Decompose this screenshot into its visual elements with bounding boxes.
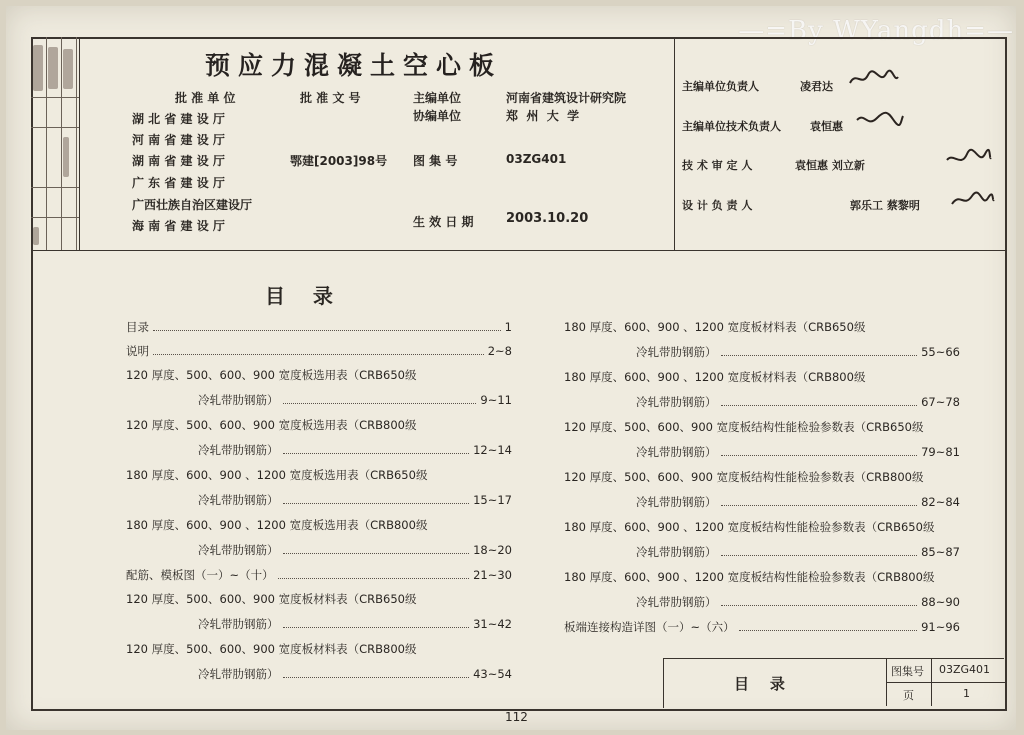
toc-entry-subtitle: 冷轧带肋钢筋）: [636, 595, 717, 609]
binding-divider: [31, 127, 79, 128]
approval-unit: 海 南 省 建 设 厅: [132, 219, 225, 233]
page-number: 112: [505, 710, 528, 724]
atlas-value: 03ZG401: [939, 663, 991, 676]
toc-entry-title: 板端连接构造详图（一）~（六）: [564, 620, 735, 634]
toc-entry[interactable]: [198, 616, 512, 632]
toc-entry-subtitle: 冷轧带肋钢筋）: [198, 543, 279, 557]
toc-entry[interactable]: [198, 492, 512, 508]
toc-entry-subtitle: 冷轧带肋钢筋）: [636, 395, 717, 409]
toc-leader: [721, 505, 918, 506]
co-unit: 郑 州 大 学: [506, 109, 580, 123]
page-value: 1: [963, 687, 970, 700]
chief-unit: 河南省建筑设计研究院: [506, 91, 627, 105]
title-block-grid: [886, 659, 1005, 706]
signature-label: 主编单位负责人: [682, 80, 759, 93]
toc-leader: [283, 503, 470, 504]
toc-entry[interactable]: [126, 567, 512, 583]
toc-leader: [721, 555, 918, 556]
watermark: —=By WYangdh=—: [738, 16, 1014, 46]
title-block-divider: [887, 682, 1005, 683]
signature-name: 袁恒惠: [810, 120, 843, 133]
toc-page-range: 91~96: [921, 620, 960, 634]
toc-leader: [283, 403, 477, 404]
toc-entry-title: 180 厚度、600、900 、1200 宽度板材料表（CRB650级: [564, 320, 866, 334]
toc-entry[interactable]: [126, 343, 512, 359]
toc-entry-title: 120 厚度、500、600、900 宽度板材料表（CRB650级: [126, 592, 417, 606]
co-unit-label: 协编单位: [413, 109, 462, 123]
toc-entry-subtitle: 冷轧带肋钢筋）: [198, 393, 279, 407]
toc-leader: [721, 605, 918, 606]
toc-page-range: 31~42: [473, 617, 512, 631]
toc-leader: [283, 453, 470, 454]
toc-leader: [721, 405, 918, 406]
toc-entry-title: 120 厚度、500、600、900 宽度板选用表（CRB650级: [126, 368, 417, 382]
toc-page-range: 82~84: [921, 495, 960, 509]
stamp-mark: [63, 137, 69, 177]
page-label: 页: [903, 689, 914, 702]
title-block-divider: [931, 659, 932, 706]
binding-strip: [31, 37, 80, 251]
toc-page-range: 79~81: [921, 445, 960, 459]
effective-date: 2003.10.20: [506, 211, 589, 226]
approval-unit: 河 南 省 建 设 厅: [132, 133, 225, 147]
toc-entry-title: 180 厚度、600、900 、1200 宽度板结构性能检验参数表（CRB800级: [564, 570, 935, 584]
approval-doc: 鄂建[2003]98号: [290, 154, 388, 168]
toc-leader: [739, 630, 917, 631]
toc-page-range: 88~90: [921, 595, 960, 609]
toc-entry-title: 120 厚度、500、600、900 宽度板选用表（CRB800级: [126, 418, 417, 432]
stamp-mark: [48, 47, 58, 89]
approval-unit: 湖 南 省 建 设 厅: [132, 154, 225, 168]
stamp-mark: [63, 49, 73, 89]
toc-page-range: 67~78: [921, 395, 960, 409]
atlas-no-label: 图 集 号: [413, 154, 458, 168]
toc-leader: [721, 455, 918, 456]
approval-unit: 广西壮族自治区建设厅: [132, 198, 253, 212]
toc-page-range: 55~66: [921, 345, 960, 359]
toc-entry[interactable]: [198, 442, 512, 458]
toc-entry-title: 说明: [126, 344, 149, 358]
title-block: [663, 658, 1004, 708]
toc-leader: [278, 578, 469, 579]
effective-date-label: 生 效 日 期: [413, 215, 474, 229]
toc-entry-title: 配筋、模板图（一）~（十）: [126, 568, 274, 582]
binding-divider: [31, 187, 79, 188]
toc-entry-title: 180 厚度、600、900 、1200 宽度板结构性能检验参数表（CRB650级: [564, 520, 935, 534]
signature-panel: [674, 37, 1006, 251]
toc-entry[interactable]: [636, 444, 960, 460]
toc-leader: [721, 355, 918, 356]
toc-entry-subtitle: 冷轧带肋钢筋）: [636, 345, 717, 359]
signature-name: 凌君达: [800, 80, 833, 93]
toc-page-range: 9~11: [480, 393, 512, 407]
stamp-mark: [33, 227, 39, 245]
binding-divider: [31, 217, 79, 218]
signature-name: 袁恒惠 刘立新: [795, 159, 865, 172]
toc-entry[interactable]: [198, 542, 512, 558]
toc-leader: [283, 677, 470, 678]
toc-entry-subtitle: 冷轧带肋钢筋）: [198, 617, 279, 631]
toc-entry-title: 180 厚度、600、900 、1200 宽度板选用表（CRB650级: [126, 468, 428, 482]
toc-entry-subtitle: 冷轧带肋钢筋）: [636, 545, 717, 559]
approval-doc-label: 批 准 文 号: [300, 91, 361, 105]
signature-label: 主编单位技术负责人: [682, 120, 781, 133]
toc-entry-subtitle: 冷轧带肋钢筋）: [198, 493, 279, 507]
handwritten-signature: [855, 110, 905, 126]
toc-page-range: 15~17: [473, 493, 512, 507]
toc-leader: [153, 354, 484, 355]
toc-entry-subtitle: 冷轧带肋钢筋）: [636, 495, 717, 509]
toc-entry[interactable]: [198, 666, 512, 682]
signature-label: 技 术 审 定 人: [682, 159, 753, 172]
toc-entry[interactable]: [198, 392, 512, 408]
toc-entry[interactable]: [126, 319, 512, 335]
toc-entry-title: 180 厚度、600、900 、1200 宽度板选用表（CRB800级: [126, 518, 428, 532]
toc-entry-title: 目录: [126, 320, 149, 334]
toc-entry-title: 120 厚度、500、600、900 宽度板结构性能检验参数表（CRB650级: [564, 420, 924, 434]
toc-entry[interactable]: [636, 494, 960, 510]
approval-unit: 广 东 省 建 设 厅: [132, 176, 225, 190]
toc-page-range: 43~54: [473, 667, 512, 681]
signature-label: 设 计 负 责 人: [682, 199, 753, 212]
toc-page-range: 1: [504, 320, 512, 334]
toc-entry[interactable]: [636, 594, 960, 610]
approval-unit: 湖 北 省 建 设 厅: [132, 112, 225, 126]
stamp-mark: [33, 45, 43, 91]
toc-page-range: 18~20: [473, 543, 512, 557]
document-title: 预应力混凝土空心板: [205, 51, 503, 80]
atlas-label: 图集号: [891, 665, 924, 678]
toc-entry[interactable]: [636, 544, 960, 560]
toc-entry[interactable]: [564, 619, 960, 635]
atlas-no: 03ZG401: [506, 152, 567, 166]
handwritten-signature: [950, 190, 995, 206]
toc-entry-subtitle: 冷轧带肋钢筋）: [198, 667, 279, 681]
toc-title: 目 录: [265, 284, 333, 308]
toc-leader: [153, 330, 501, 331]
toc-page-range: 2~8: [487, 344, 512, 358]
toc-page-range: 21~30: [473, 568, 512, 582]
toc-entry[interactable]: [636, 344, 960, 360]
handwritten-signature: [848, 69, 900, 85]
toc-entry-title: 180 厚度、600、900 、1200 宽度板材料表（CRB800级: [564, 370, 866, 384]
toc-page-range: 85~87: [921, 545, 960, 559]
toc-leader: [283, 553, 470, 554]
toc-entry-subtitle: 冷轧带肋钢筋）: [198, 443, 279, 457]
signature-name: 郭乐工 蔡黎明: [850, 199, 920, 212]
chief-unit-label: 主编单位: [413, 91, 462, 105]
toc-page-range: 12~14: [473, 443, 512, 457]
toc-entry[interactable]: [636, 394, 960, 410]
toc-leader: [283, 627, 470, 628]
binding-divider: [31, 97, 79, 98]
title-block-name: 目 录: [734, 675, 785, 693]
handwritten-signature: [945, 148, 993, 164]
approval-unit-label: 批 准 单 位: [175, 91, 236, 105]
toc-entry-subtitle: 冷轧带肋钢筋）: [636, 445, 717, 459]
toc-entry-title: 120 厚度、500、600、900 宽度板结构性能检验参数表（CRB800级: [564, 470, 924, 484]
toc-entry-title: 120 厚度、500、600、900 宽度板材料表（CRB800级: [126, 642, 417, 656]
